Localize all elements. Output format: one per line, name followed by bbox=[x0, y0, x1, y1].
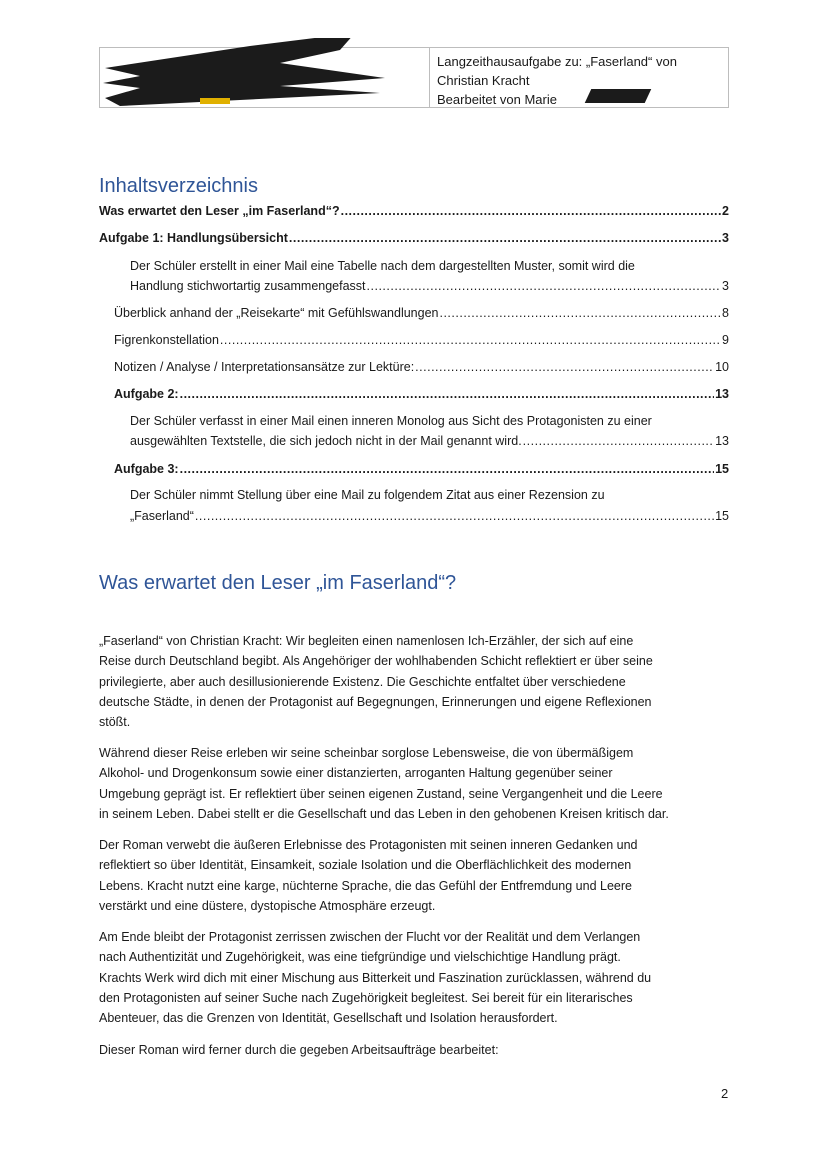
text-line: Alkohol- und Drogenkonsum sowie einer distanzierten, arroganten Haltung gegenüber seiner bbox=[99, 766, 613, 781]
toc-text: Aufgabe 3: bbox=[114, 462, 179, 476]
toc-text: Aufgabe 1: Handlungsübersicht bbox=[99, 231, 288, 245]
toc-text: Handlung stichwortartig zusammengefasst bbox=[130, 279, 366, 293]
toc-page: 10 bbox=[715, 360, 729, 374]
text-line: verstärkt und eine düstere, dystopische Atmosphäre erzeugt. bbox=[99, 898, 436, 913]
text-line: Während dieser Reise erleben wir seine scheinbar sorglose Lebensweise, die von übermäßigem bbox=[99, 746, 634, 760]
redaction-mark bbox=[585, 89, 652, 103]
toc-page: 3 bbox=[722, 231, 729, 245]
toc-page: 13 bbox=[715, 387, 729, 401]
toc-title: Inhaltsverzeichnis bbox=[99, 175, 258, 197]
toc-text: Notizen / Analyse / Interpretationsansätze zur Lektüre: bbox=[114, 360, 415, 374]
toc-entry[interactable] bbox=[130, 434, 729, 448]
paragraph bbox=[99, 835, 638, 916]
paragraph bbox=[99, 1040, 499, 1060]
paragraph bbox=[99, 927, 651, 1028]
toc-leader bbox=[415, 360, 714, 374]
paragraph bbox=[99, 631, 653, 732]
toc-text[interactable]: Der Schüler erstellt in einer Mail eine Tabelle nach dem dargestellten Muster, somit wird die bbox=[130, 259, 635, 273]
text-line: deutsche Städte, in denen der Protagonist auf Begegnungen, Erinnerungen und eigene Reflexionen bbox=[99, 694, 652, 709]
page-number: 2 bbox=[721, 1086, 729, 1101]
toc-leader bbox=[289, 231, 721, 245]
toc-page: 9 bbox=[722, 333, 729, 347]
header-line: Christian Kracht bbox=[437, 73, 530, 88]
toc-leader bbox=[180, 462, 715, 476]
text-line: privilegierte, aber auch desillusionierende Existenz. Die Geschichte entfaltet über verschiedene bbox=[99, 674, 626, 689]
toc-leader bbox=[220, 333, 721, 347]
toc-text[interactable]: Der Schüler verfasst in einer Mail einen inneren Monolog aus Sicht des Protagonisten zu einer bbox=[130, 414, 652, 428]
toc-text: Aufgabe 2: bbox=[114, 387, 179, 401]
toc-entry[interactable] bbox=[114, 333, 729, 347]
toc-leader bbox=[367, 279, 722, 293]
text-line: reflektiert so über Identität, Einsamkeit, soziale Isolation und die Oberflächlichkeit des modernen bbox=[99, 858, 632, 873]
toc-text: „Faserland“ bbox=[130, 509, 194, 523]
toc-text: Was erwartet den Leser „im Faserland“? bbox=[99, 204, 340, 218]
text-line: Der Roman verwebt die äußeren Erlebnisse des Protagonisten mit seinen inneren Gedanken und bbox=[99, 838, 638, 852]
text-line: in seinem Leben. Dabei stellt er die Gesellschaft und das Leben in den gehobenen Kreisen kritisch dar. bbox=[99, 806, 669, 821]
toc-text[interactable]: Der Schüler nimmt Stellung über eine Mail zu folgendem Zitat aus einer Rezension zu bbox=[130, 488, 605, 502]
section-heading: Was erwartet den Leser „im Faserland“? bbox=[99, 572, 457, 594]
text-line: Abenteuer, das die Grenzen von Identität, Gesellschaft und Isolation herausfordert. bbox=[99, 1011, 558, 1026]
toc-text: Figrenkonstellation bbox=[114, 333, 219, 347]
toc-entry[interactable] bbox=[114, 462, 729, 476]
toc-text: ausgewählten Textstelle, die sich jedoch nicht in der Mail genannt wird. bbox=[130, 434, 522, 448]
text-line: Reise durch Deutschland begibt. Als Angehöriger der wohlhabenden Schicht reflektiert er über seine bbox=[99, 654, 653, 669]
toc-entry[interactable] bbox=[114, 306, 729, 320]
toc-entry[interactable] bbox=[130, 279, 729, 293]
text-line: Dieser Roman wird ferner durch die gegeben Arbeitsaufträge bearbeitet: bbox=[99, 1043, 499, 1057]
toc-entry[interactable] bbox=[114, 387, 729, 401]
toc-page: 15 bbox=[715, 509, 729, 523]
redacted-logo bbox=[100, 38, 400, 118]
text-line: stößt. bbox=[99, 715, 131, 730]
toc-leader bbox=[523, 434, 714, 448]
text-line: nach Authentizität und Zugehörigkeit, was eine tiefgründige und vielschichtige Handlung prägt. bbox=[99, 950, 621, 965]
toc-page: 13 bbox=[715, 434, 729, 448]
text-line: Lebens. Kracht nutzt eine karge, nüchterne Sprache, die das Gefühl der Entfremdung und Leere bbox=[99, 878, 632, 893]
toc-entry[interactable] bbox=[130, 509, 729, 523]
toc-text: Überblick anhand der „Reisekarte“ mit Gefühlswandlungen bbox=[114, 306, 439, 320]
toc-entry[interactable] bbox=[99, 204, 729, 218]
toc-page: 15 bbox=[715, 462, 729, 476]
toc-page: 2 bbox=[722, 204, 729, 218]
text-line: den Protagonisten auf seiner Suche nach Zugehörigkeit begleitest. Sei bereit für ein literarisches bbox=[99, 990, 633, 1005]
toc-leader bbox=[341, 204, 721, 218]
header-line: Langzeithausaufgabe zu: „Faserland“ von bbox=[437, 54, 677, 69]
paragraph bbox=[99, 743, 669, 824]
text-line: Umgebung geprägt ist. Er reflektiert über seinen eigenen Zustand, seine Vergangenheit und die Leere bbox=[99, 786, 663, 801]
toc-page: 8 bbox=[722, 306, 729, 320]
header-divider bbox=[429, 48, 430, 107]
toc-entry[interactable] bbox=[99, 231, 729, 245]
text-line: „Faserland“ von Christian Kracht: Wir begleiten einen namenlosen Ich-Erzähler, der sich auf eine bbox=[99, 634, 634, 648]
text-line: Am Ende bleibt der Protagonist zerrissen zwischen der Flucht vor der Realität und dem Verlangen bbox=[99, 930, 641, 944]
toc-entry[interactable] bbox=[114, 360, 729, 374]
header-line: Bearbeitet von Marie bbox=[437, 92, 557, 107]
text-line: Krachts Werk wird dich mit einer Mischung aus Bitterkeit und Faszination zurücklassen, während du bbox=[99, 970, 652, 985]
toc-page: 3 bbox=[722, 279, 729, 293]
toc-leader bbox=[195, 509, 714, 523]
toc-leader bbox=[180, 387, 715, 401]
toc-leader bbox=[439, 306, 721, 320]
